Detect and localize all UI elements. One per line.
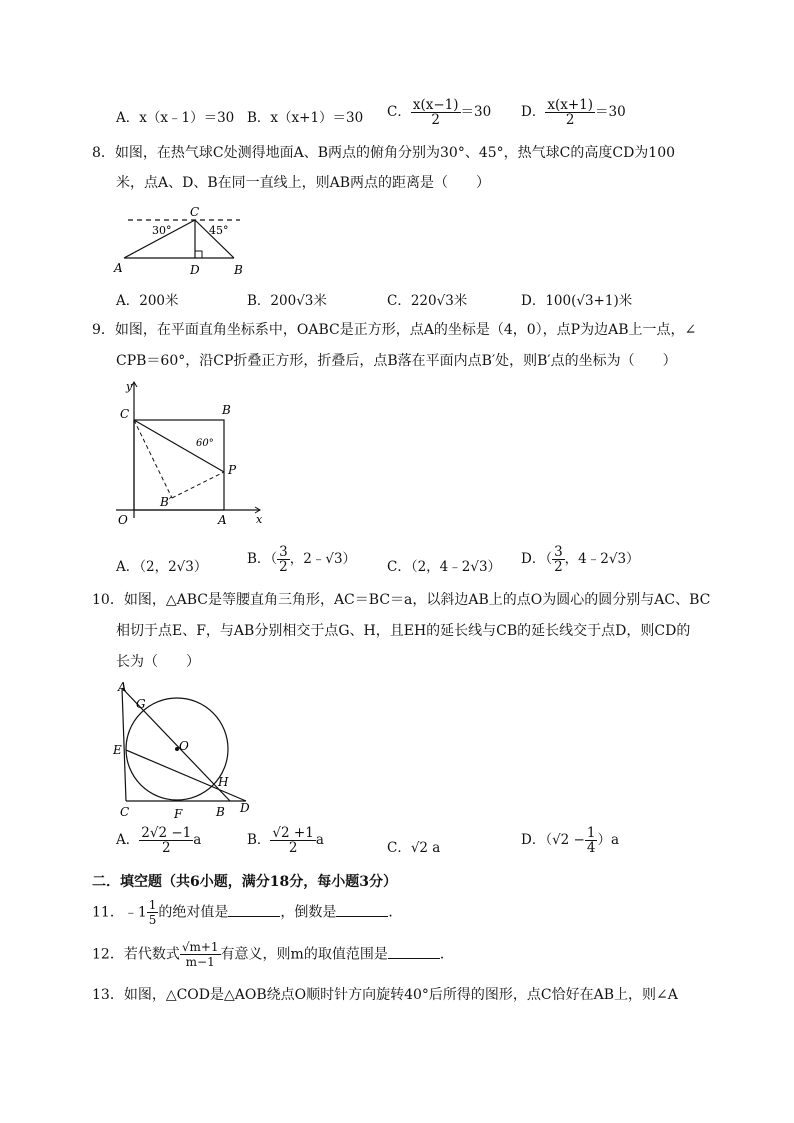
q10-stem-line2: 相切于点E、F，与AB分别相交于点G、H，且EH的延长线与CB的延长线交于点D，则CD的 xyxy=(116,623,691,639)
q9-stem-line2: CPB＝60°，沿CP折叠正方形，折叠后，点B落在平面内点B′处，则B′点的坐标为（ ） xyxy=(116,353,677,369)
q10-label-f: F xyxy=(174,807,183,821)
q10-label-a: A xyxy=(118,680,127,694)
q11-stem: 11．﹣1 $\frac{1}{5}$ 的绝对值是 ，倒数是 ． xyxy=(92,898,403,927)
q10-label-g: G xyxy=(136,697,146,711)
q12-blank[interactable] xyxy=(388,944,440,959)
q10-label-e: E xyxy=(113,743,122,757)
q11-blank-2[interactable] xyxy=(336,902,388,917)
q9-label-p: P xyxy=(228,463,237,477)
q10-label-c: C xyxy=(120,805,130,819)
q9-option-d: D．（ $\frac{3}{2}$ ，4﹣2√3） xyxy=(521,544,640,575)
q10-label-b: B xyxy=(216,805,225,819)
q9-axis-y: y xyxy=(126,380,133,393)
q10-figure xyxy=(108,678,258,823)
q10-stem-line3: 长为（ ） xyxy=(116,654,200,670)
q9-label-a: A xyxy=(218,513,227,527)
q10-label-h: H xyxy=(218,775,229,789)
q7-option-d: D． $\frac{x(x+1)}{2}$ ＝30 xyxy=(521,97,626,128)
q10-option-d: D．（√2 − $\frac{1}{4}$ ）a xyxy=(521,825,620,856)
q8-option-b: B．200√3米 xyxy=(247,293,327,309)
q7-option-c: C． $\frac{x(x-1)}{2}$ ＝30 xyxy=(387,97,492,128)
q9-option-a: A．（2，2√3） xyxy=(116,559,208,575)
q8-label-b: B xyxy=(234,263,243,277)
q8-option-a: A．200米 xyxy=(116,293,179,309)
q9-label-o: O xyxy=(118,513,128,527)
q8-option-d: D．100(√3+1)米 xyxy=(521,293,633,309)
q10-option-a: A． $\frac{2√2 -1}{2}$ a xyxy=(116,825,202,856)
q8-stem-line2: 米，点A、D、B在同一直线上，则AB两点的距离是（ ） xyxy=(116,175,491,191)
q9-figure xyxy=(110,378,270,528)
q9-label-b: B xyxy=(222,403,231,417)
q9-label-c: C xyxy=(120,407,130,421)
q9-option-b: B．（ $\frac{3}{2}$ ，2﹣√3） xyxy=(247,544,357,575)
q9-label-bprime: B′ xyxy=(160,495,172,509)
section-fill-in-title: 二．填空题（共6小题，满分18分，每小题3分） xyxy=(92,874,397,890)
q9-option-c: C．（2，4﹣2√3） xyxy=(387,559,502,575)
q9-angle-60: 60° xyxy=(196,438,214,449)
q7-option-b: B．x（x+1）＝30 xyxy=(247,110,364,126)
q9-axis-x: x xyxy=(256,513,263,526)
q10-label-d: D xyxy=(240,801,250,815)
q10-option-c: C．√2 a xyxy=(387,840,441,856)
q8-angle-45: 45° xyxy=(209,224,229,237)
q7-option-a: A．x（x﹣1）＝30 xyxy=(116,110,235,126)
q10-label-o: O xyxy=(179,739,189,753)
q10-stem-line1: 10．如图，△ABC是等腰直角三角形，AC＝BC＝a，以斜边AB上的点O为圆心的圆分别与AC、BC xyxy=(92,592,711,608)
q8-option-c: C．220√3米 xyxy=(387,293,468,309)
q8-label-a: A xyxy=(114,261,123,275)
q8-label-c: C xyxy=(190,205,200,219)
q11-blank-1[interactable] xyxy=(228,902,280,917)
q12-stem: 12．若代数式 $\frac{√m+1}{m-1}$ 有意义，则m的取值范围是 ． xyxy=(92,940,454,969)
q9-stem-line1: 9．如图，在平面直角坐标系中，OABC是正方形，点A的坐标是（4，0），点P为边AB上一点，∠ xyxy=(92,322,697,338)
q8-stem-line1: 8．如图，在热气球C处测得地面A、B两点的俯角分别为30°、45°，热气球C的高度CD为100 xyxy=(92,145,676,161)
q10-option-b: B． $\frac{√2 +1}{2}$ a xyxy=(247,825,324,856)
q8-label-d: D xyxy=(190,263,200,277)
q13-stem-line1: 13．如图，△COD是△AOB绕点O顺时针方向旋转40°后所得的图形，点C恰好在AB上，则∠A xyxy=(92,987,678,1003)
q8-figure xyxy=(110,200,260,280)
q8-angle-30: 30° xyxy=(152,224,172,237)
